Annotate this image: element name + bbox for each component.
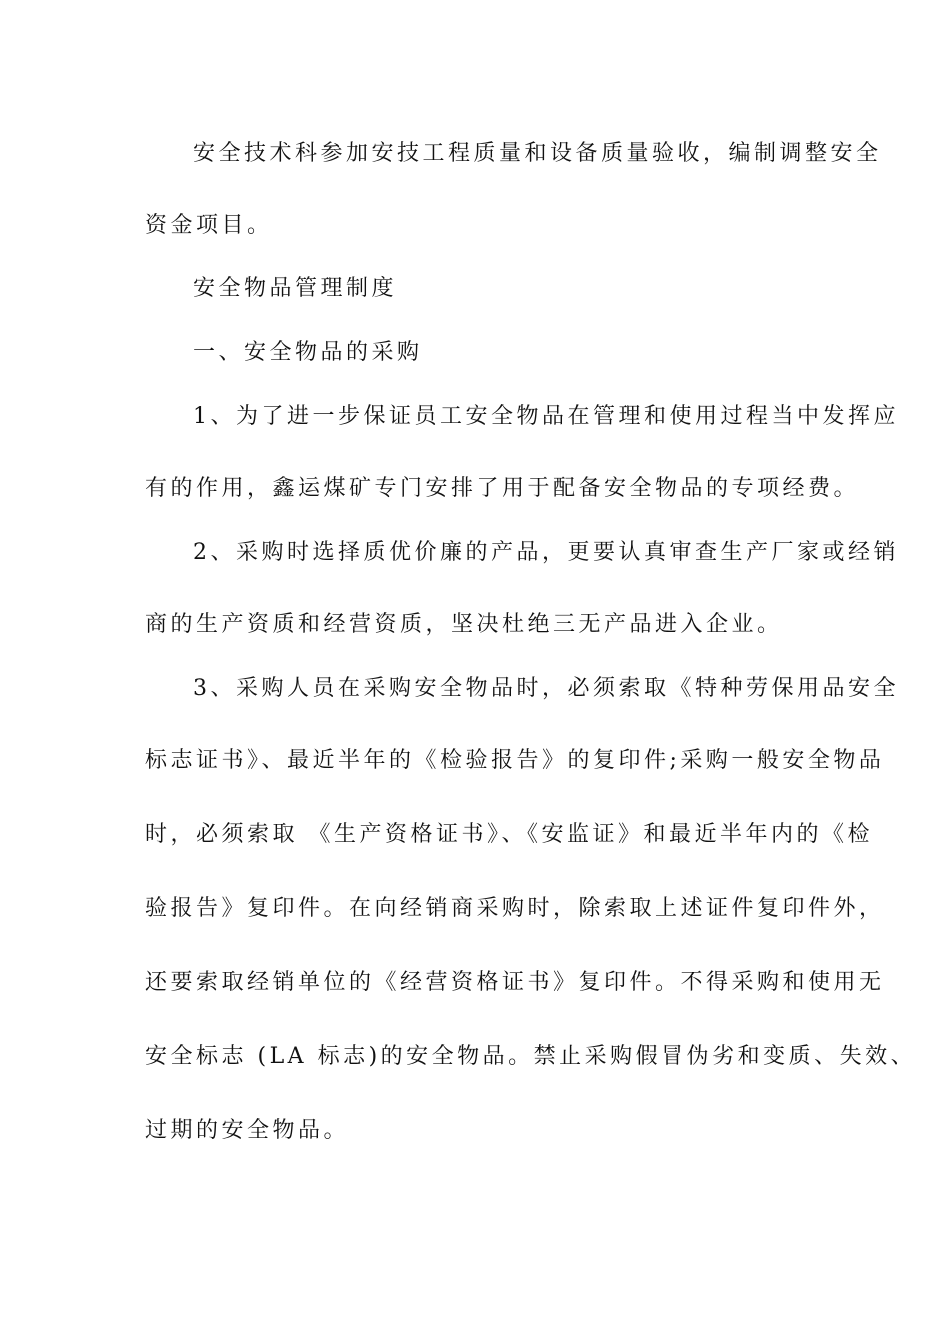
section-heading: 安全物品管理制度 bbox=[193, 276, 398, 301]
subsection-heading: 一、安全物品的采购 bbox=[193, 340, 423, 365]
paragraph-line: 3、采购人员在采购安全物品时，必须索取《特种劳保用品安全 bbox=[193, 676, 899, 701]
paragraph-line: 商的生产资质和经营资质，坚决杜绝三无产品进入企业。 bbox=[145, 612, 783, 637]
paragraph-line: 1、为了进一步保证员工安全物品在管理和使用过程当中发挥应 bbox=[193, 404, 899, 429]
paragraph-line: 验报告》复印件。在向经销商采购时，除索取上述证件复印件外， bbox=[145, 896, 885, 921]
paragraph-line: 资金项目。 bbox=[145, 213, 273, 238]
paragraph-line: 有的作用，鑫运煤矿专门安排了用于配备安全物品的专项经费。 bbox=[145, 476, 860, 501]
paragraph-line: 过期的安全物品。 bbox=[145, 1118, 350, 1143]
paragraph-line: 标志证书》、最近半年的《检验报告》的复印件;采购一般安全物品 bbox=[145, 748, 885, 773]
paragraph-line: 安全技术科参加安技工程质量和设备质量验收，编制调整安全 bbox=[193, 141, 882, 166]
paragraph-line: 时，必须索取 《生产资格证书》、《安监证》和最近半年内的《检 bbox=[145, 822, 873, 847]
paragraph-line: 2、采购时选择质优价廉的产品，更要认真审查生产厂家或经销 bbox=[193, 540, 899, 565]
paragraph-line: 还要索取经销单位的《经营资格证书》复印件。不得采购和使用无 bbox=[145, 970, 885, 995]
paragraph-line: 安全标志 (LA 标志)的安全物品。禁止采购假冒伪劣和变质、失效、 bbox=[145, 1044, 917, 1069]
